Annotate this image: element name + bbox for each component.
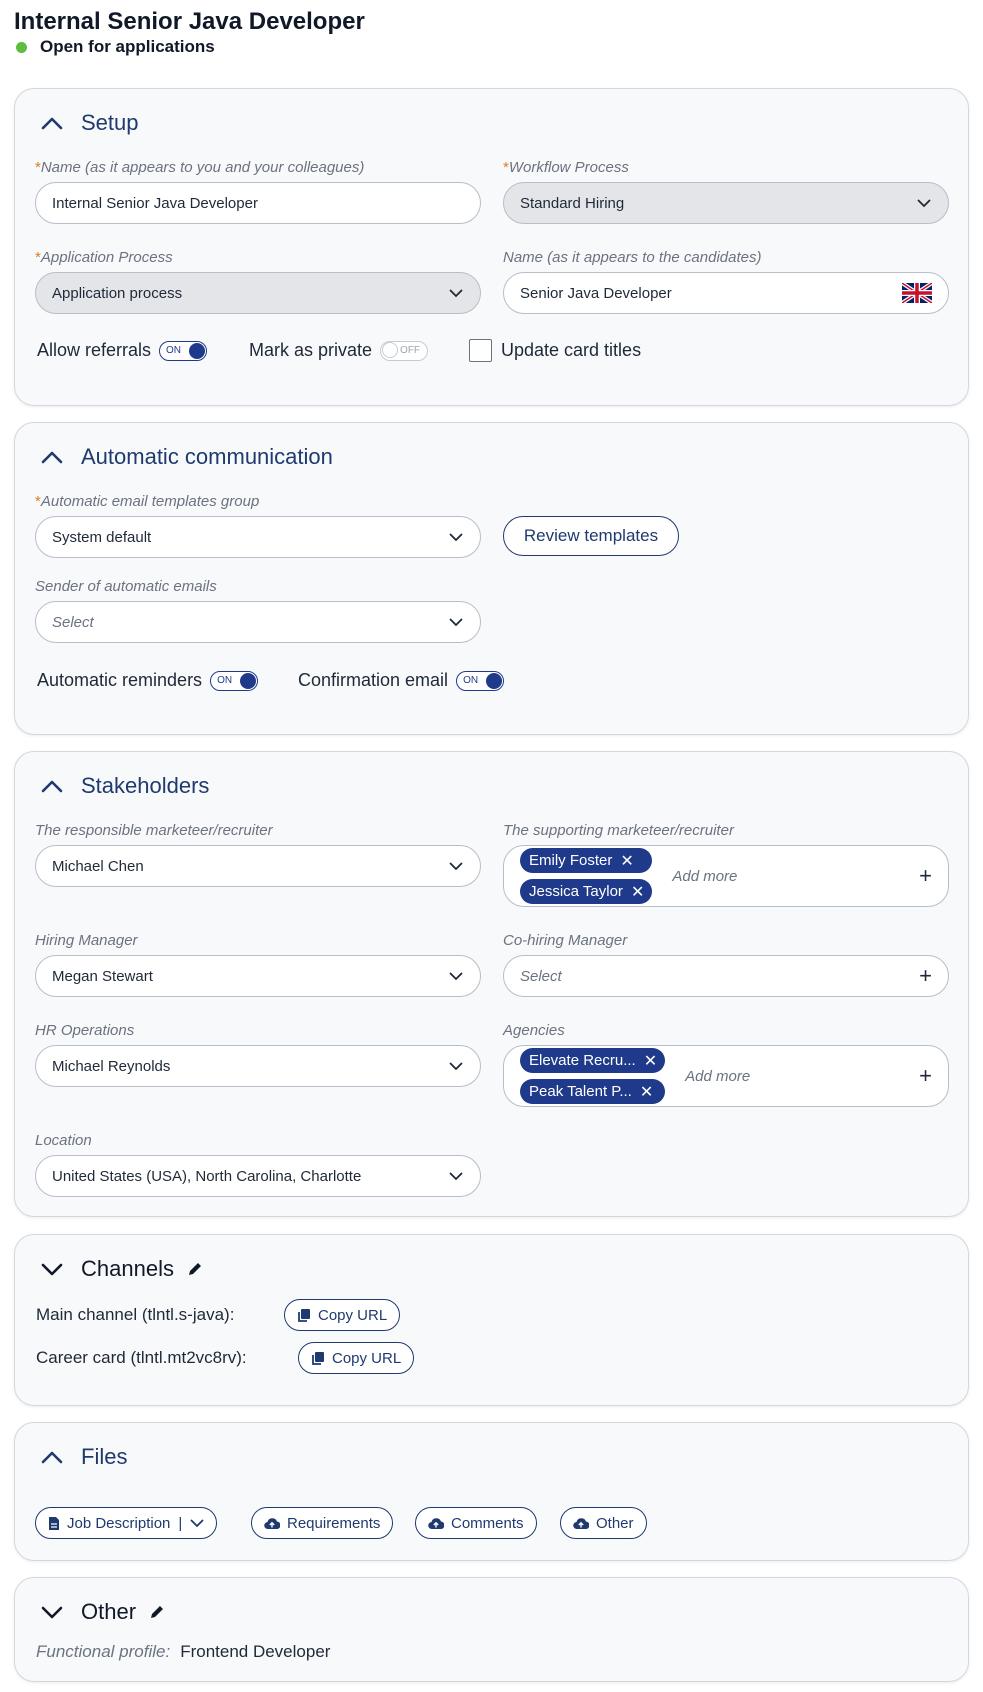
chevron-up-icon [37,1442,67,1472]
hr-operations-label: HR Operations [35,1022,135,1039]
sender-label: Sender of automatic emails [35,578,217,595]
main-channel-label: Main channel (tlntl.s-java): [36,1305,235,1324]
candidate-name-label: Name (as it appears to the candidates) [503,249,762,266]
agencies-select[interactable] [503,1045,949,1107]
candidate-name-value: Senior Java Developer [520,284,672,302]
files-header[interactable] [37,1441,127,1473]
page-title: Internal Senior Java Developer [14,8,365,35]
confirmation-label: Confirmation email [298,670,449,690]
chevron-up-icon [37,771,67,801]
sender-placeholder: Select [52,613,94,631]
supporting-select[interactable] [503,845,949,907]
workflow-select[interactable] [503,182,949,224]
stakeholders-header[interactable] [37,770,209,802]
responsible-select[interactable] [35,845,481,887]
location-value: United States (USA), North Carolina, Charlotte [52,1167,362,1185]
uk-flag-icon[interactable] [902,283,932,303]
chevron-down-icon [916,195,932,211]
reminders-row [37,670,258,691]
stakeholders-title: Stakeholders [81,773,210,798]
chevron-up-icon [37,442,67,472]
files-section [14,1422,969,1561]
name-label: *Name (as it appears to you and your colleagues) [35,159,365,176]
copy-url-label: Copy URL [318,1306,388,1324]
hiring-manager-select[interactable] [35,955,481,997]
reminders-toggle[interactable]: ON [210,671,258,691]
responsible-value: Michael Chen [52,857,144,875]
main-channel-copy-button[interactable] [284,1299,400,1331]
internal-name-input[interactable] [35,182,481,224]
status-dot-icon [16,42,27,53]
functional-profile-label: Functional profile: [36,1642,171,1661]
setup-title: Setup [81,110,139,135]
status-badge [16,37,215,57]
sender-select[interactable] [35,601,481,643]
close-icon[interactable]: ✕ [639,1083,654,1101]
responsible-label: The responsible marketeer/recruiter [35,822,273,839]
update-titles-checkbox[interactable] [469,339,492,362]
chevron-down-icon [448,529,464,545]
chevron-down-icon [448,1058,464,1074]
cohiring-manager-select[interactable] [503,955,949,997]
confirmation-toggle[interactable]: ON [456,671,504,691]
confirmation-row [298,670,504,691]
chevron-down-icon [37,1254,67,1284]
agencies-add-more[interactable]: Add more [685,1067,751,1085]
chevron-down-icon [37,1597,67,1627]
candidate-name-input[interactable] [503,272,949,314]
copy-icon [311,1351,325,1366]
other-title: Other [81,1599,137,1624]
close-icon[interactable]: ✕ [620,852,634,870]
hiring-manager-label: Hiring Manager [35,932,138,949]
channels-section [14,1234,969,1406]
chevron-down-icon [448,968,464,984]
mark-private-toggle[interactable]: OFF [380,341,428,361]
allow-referrals-row [37,340,207,361]
functional-profile-row [36,1642,330,1662]
plus-icon[interactable]: + [919,863,932,888]
reminders-label: Automatic reminders [37,670,203,690]
agencies-tag-list [520,1048,665,1104]
location-label: Location [35,1132,92,1149]
plus-icon[interactable]: + [919,963,932,988]
functional-profile-value: Frontend Developer [180,1642,331,1661]
agencies-label: Agencies [503,1022,565,1039]
other-file-button[interactable] [560,1507,647,1539]
supporting-label: The supporting marketeer/recruiter [503,822,734,839]
close-icon[interactable]: ✕ [630,883,645,901]
setup-section [14,88,969,406]
other-section [14,1577,969,1682]
templates-label: *Automatic email templates group [35,493,260,510]
agency-tag: Elevate Recru... ✕ [520,1048,665,1073]
workflow-value: Standard Hiring [520,194,625,212]
allow-referrals-toggle[interactable]: ON [159,341,207,361]
location-select[interactable] [35,1155,481,1197]
job-description-button[interactable] [35,1507,217,1539]
cloud-upload-icon [264,1517,280,1530]
pencil-icon[interactable] [186,1260,204,1278]
comments-label: Comments [451,1514,524,1532]
templates-value: System default [52,528,152,546]
hr-operations-select[interactable] [35,1045,481,1087]
supporting-tag: Jessica Taylor ✕ [520,879,652,904]
agency-tag: Peak Talent P... ✕ [520,1079,665,1104]
cloud-upload-icon [428,1517,444,1530]
application-label: *Application Process [35,249,173,266]
career-card-label: Career card (tlntl.mt2vc8rv): [36,1348,247,1367]
comments-button[interactable] [415,1507,537,1539]
chevron-down-icon[interactable] [190,1519,204,1528]
document-icon [48,1516,60,1531]
chevron-down-icon [448,285,464,301]
close-icon[interactable]: ✕ [643,1052,658,1070]
internal-name-value: Internal Senior Java Developer [52,194,258,212]
other-header[interactable] [37,1596,166,1628]
application-value: Application process [52,284,183,302]
files-title: Files [81,1444,128,1469]
workflow-label: *Workflow Process [503,159,629,176]
chevron-down-icon [448,858,464,874]
cohiring-manager-label: Co-hiring Manager [503,932,628,949]
copy-url-label: Copy URL [332,1349,402,1367]
plus-icon[interactable]: + [919,1063,932,1088]
pencil-icon[interactable] [148,1603,166,1621]
cohiring-placeholder: Select [520,967,562,985]
communication-title: Automatic communication [81,444,333,469]
requirements-button[interactable] [251,1507,393,1539]
setup-header[interactable] [37,107,139,139]
channels-title: Channels [81,1256,174,1281]
status-text: Open for applications [40,37,215,56]
update-titles-row [469,339,641,362]
review-templates-button[interactable]: Review templates [503,516,679,556]
stakeholders-section [14,751,969,1217]
chevron-up-icon [37,108,67,138]
cloud-upload-icon [573,1517,589,1530]
other-file-label: Other [596,1514,634,1532]
career-card-copy-button[interactable] [298,1342,414,1374]
supporting-tag: Emily Foster ✕ [520,848,652,873]
supporting-tag-list [520,848,652,904]
hiring-manager-value: Megan Stewart [52,967,153,985]
allow-referrals-label: Allow referrals [37,340,152,360]
communication-section [14,422,969,735]
supporting-add-more[interactable]: Add more [672,867,738,885]
application-select[interactable] [35,272,481,314]
update-titles-label: Update card titles [501,340,642,360]
channels-header[interactable] [37,1253,204,1285]
templates-select[interactable] [35,516,481,558]
job-description-label: Job Description [67,1514,171,1532]
divider: | [178,1514,183,1532]
requirements-label: Requirements [287,1514,381,1532]
hr-operations-value: Michael Reynolds [52,1057,171,1075]
communication-header[interactable] [37,441,333,473]
mark-private-row [249,340,428,361]
chevron-down-icon [448,1168,464,1184]
chevron-down-icon [448,614,464,630]
copy-icon [297,1308,311,1323]
mark-private-label: Mark as private [249,340,373,360]
